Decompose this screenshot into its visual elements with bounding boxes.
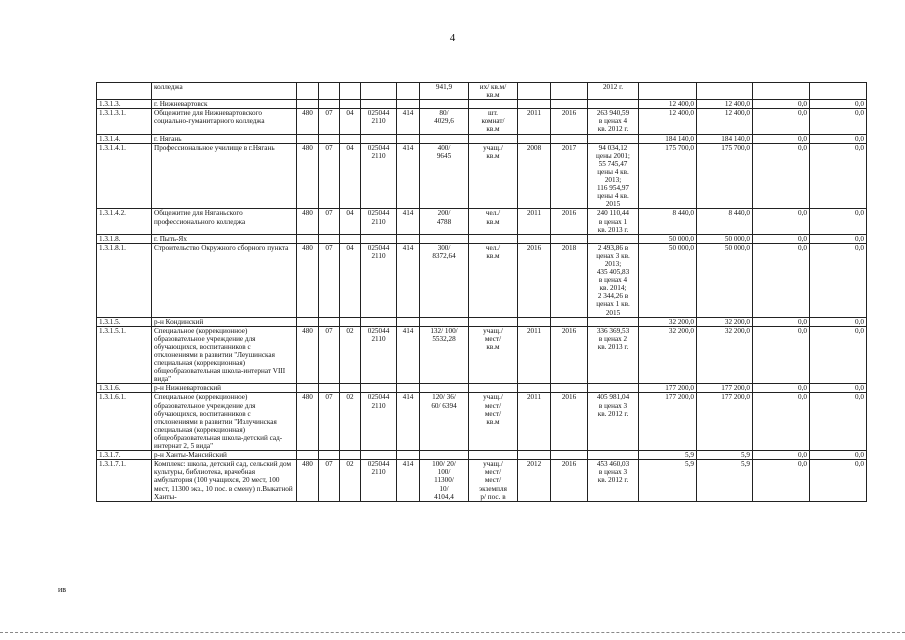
end-year-cell: 2018 [551,243,588,317]
amount-federal-cell [753,83,810,100]
code-ministry-cell [297,234,319,243]
code-target-cell: 025044 2110 [361,143,397,209]
capacity-cell: 200/ 4788 [420,209,469,234]
capacity-unit-cell [469,234,518,243]
object-name-cell: Комплекс: школа, детский сад, сельский дом культуры, библиотека, врачебная амбулатория (100 учащихся, 20 мест, 100 мест, 11300 экз., 10 пос. в смену) п.Выкатной Ханты- [152,460,297,501]
capacity-cell [420,100,469,109]
code-expense-type-cell [397,134,420,143]
object-name-cell: р-н Ханты-Мансийский [152,451,297,460]
object-name-cell: г. Нягань [152,134,297,143]
code-subsection-cell [340,134,361,143]
code-ministry-cell [297,83,319,100]
capacity-cell: 120/ 36/ 60/ 6394 [420,393,469,451]
amount-other-cell: 0,0 [810,243,867,317]
object-name-cell: Общежитие для Нижневартовского социально-гуманитарного колледжа [152,109,297,134]
amount-budget-cell: 50 000,0 [697,234,753,243]
code-ministry-cell: 480 [297,326,319,384]
code-section-cell [319,134,340,143]
amount-other-cell: 0,0 [810,317,867,326]
code-subsection-cell: 04 [340,109,361,134]
capacity-unit-cell: учащ./ мест/ кв.м [469,326,518,384]
amount-total-cell: 12 400,0 [639,109,697,134]
amount-total-cell: 5,9 [639,451,697,460]
code-target-cell: 025044 2110 [361,243,397,317]
row-code-cell: 1.3.1.8.1. [97,243,152,317]
start-year-cell [518,134,551,143]
amount-federal-cell: 0,0 [753,326,810,384]
amount-other-cell [810,83,867,100]
scan-edge-line [0,632,905,633]
end-year-cell: 2016 [551,393,588,451]
estimated-cost-cell [588,317,639,326]
code-subsection-cell: 02 [340,460,361,501]
amount-other-cell: 0,0 [810,384,867,393]
end-year-cell: 2016 [551,460,588,501]
table-row [97,317,867,326]
estimated-cost-cell: 263 940,59 в ценах 4 кв. 2012 г. [588,109,639,134]
capacity-unit-cell: учащ./ мест/ мест/ экземпля р/ пос. в [469,460,518,501]
table-row [97,134,867,143]
code-section-cell [319,317,340,326]
capacity-unit-cell [469,451,518,460]
row-code-cell: 1.3.1.4.2. [97,209,152,234]
code-section-cell: 07 [319,393,340,451]
capacity-cell [420,384,469,393]
amount-budget-cell: 12 400,0 [697,109,753,134]
estimated-cost-cell: 240 110,44 в ценах 1 кв. 2013 г. [588,209,639,234]
estimated-cost-cell [588,100,639,109]
capacity-unit-cell: учащ./ кв.м [469,143,518,209]
table-row [97,243,867,317]
capacity-unit-cell: учащ./ мест/ мест/ кв.м [469,393,518,451]
capacity-unit-cell [469,100,518,109]
end-year-cell [551,234,588,243]
capacity-unit-cell: их/ кв.м/ кв.м [469,83,518,100]
page-number: 4 [449,32,456,44]
amount-federal-cell: 0,0 [753,209,810,234]
code-subsection-cell [340,451,361,460]
end-year-cell: 2016 [551,109,588,134]
capacity-unit-cell: чел./ кв.м [469,243,518,317]
object-name-cell: р-н Кондинский [152,317,297,326]
code-ministry-cell: 480 [297,143,319,209]
amount-budget-cell [697,83,753,100]
code-section-cell [319,100,340,109]
footer-mark: ив [58,585,67,594]
amount-federal-cell: 0,0 [753,460,810,501]
amount-total-cell: 184 140,0 [639,134,697,143]
end-year-cell: 2017 [551,143,588,209]
code-expense-type-cell [397,384,420,393]
code-ministry-cell: 480 [297,209,319,234]
estimated-cost-cell [588,134,639,143]
code-target-cell: 025044 2110 [361,460,397,501]
estimated-cost-cell [588,384,639,393]
end-year-cell [551,384,588,393]
code-expense-type-cell [397,234,420,243]
amount-federal-cell: 0,0 [753,143,810,209]
code-subsection-cell: 04 [340,243,361,317]
amount-other-cell: 0,0 [810,209,867,234]
table-row [97,460,867,501]
object-name-cell: г. Пыть-Ях [152,234,297,243]
start-year-cell: 2011 [518,109,551,134]
capacity-unit-cell [469,384,518,393]
code-expense-type-cell: 414 [397,326,420,384]
amount-other-cell: 0,0 [810,134,867,143]
code-subsection-cell: 02 [340,326,361,384]
start-year-cell [518,451,551,460]
amount-other-cell: 0,0 [810,326,867,384]
amount-federal-cell: 0,0 [753,100,810,109]
amount-total-cell: 32 200,0 [639,326,697,384]
row-code-cell: 1.3.1.7. [97,451,152,460]
capacity-cell [420,451,469,460]
code-subsection-cell [340,384,361,393]
code-expense-type-cell [397,100,420,109]
capacity-cell [420,317,469,326]
table-row [97,451,867,460]
end-year-cell [551,134,588,143]
code-ministry-cell: 480 [297,109,319,134]
code-ministry-cell: 480 [297,243,319,317]
code-target-cell [361,100,397,109]
code-section-cell: 07 [319,209,340,234]
code-expense-type-cell: 414 [397,109,420,134]
capacity-cell: 400/ 9645 [420,143,469,209]
object-name-cell: г. Нижневартовск [152,100,297,109]
capacity-unit-cell: шт. комнат/ кв.м [469,109,518,134]
row-code-cell: 1.3.1.5.1. [97,326,152,384]
amount-total-cell: 12 400,0 [639,100,697,109]
capacity-unit-cell [469,317,518,326]
row-code-cell: 1.3.1.5. [97,317,152,326]
code-target-cell [361,317,397,326]
code-section-cell: 07 [319,460,340,501]
code-section-cell: 07 [319,326,340,384]
capacity-cell: 100/ 20/ 100/ 11300/ 10/ 4104,4 [420,460,469,501]
start-year-cell: 2011 [518,393,551,451]
code-expense-type-cell: 414 [397,243,420,317]
row-code-cell [97,83,152,100]
estimated-cost-cell: 2012 г. [588,83,639,100]
code-section-cell: 07 [319,109,340,134]
code-expense-type-cell: 414 [397,209,420,234]
code-target-cell [361,234,397,243]
object-name-cell: колледжа [152,83,297,100]
amount-total-cell: 177 200,0 [639,384,697,393]
budget-table [96,82,867,502]
row-code-cell: 1.3.1.3. [97,100,152,109]
estimated-cost-cell: 2 493,86 в ценах 3 кв. 2013; 435 405,83 в ценах 4 кв. 2014; 2 344,26 в ценах 1 кв. 2015 [588,243,639,317]
code-target-cell: 025044 2110 [361,326,397,384]
amount-federal-cell: 0,0 [753,384,810,393]
amount-total-cell: 5,9 [639,460,697,501]
start-year-cell: 2011 [518,209,551,234]
code-ministry-cell [297,384,319,393]
code-ministry-cell [297,100,319,109]
code-expense-type-cell [397,317,420,326]
amount-other-cell: 0,0 [810,393,867,451]
amount-budget-cell: 8 440,0 [697,209,753,234]
code-expense-type-cell: 414 [397,460,420,501]
capacity-unit-cell: чел./ кв.м [469,209,518,234]
end-year-cell [551,100,588,109]
code-expense-type-cell: 414 [397,393,420,451]
start-year-cell: 2012 [518,460,551,501]
table-row [97,209,867,234]
amount-federal-cell: 0,0 [753,317,810,326]
amount-total-cell: 177 200,0 [639,393,697,451]
object-name-cell: Специальное (коррекционное) образовательное учреждение для обучающихся, воспитанников с отклонениями в развитии "Леушинская специальная (коррекционная) общеобразовательная школа-интернат VIII вида" [152,326,297,384]
amount-other-cell: 0,0 [810,143,867,209]
code-section-cell: 07 [319,143,340,209]
end-year-cell: 2016 [551,209,588,234]
start-year-cell [518,100,551,109]
amount-other-cell: 0,0 [810,109,867,134]
code-subsection-cell: 02 [340,393,361,451]
capacity-cell [420,234,469,243]
code-target-cell [361,384,397,393]
capacity-cell: 80/ 4029,6 [420,109,469,134]
table-row [97,143,867,209]
code-subsection-cell: 04 [340,143,361,209]
amount-other-cell: 0,0 [810,234,867,243]
amount-total-cell: 175 700,0 [639,143,697,209]
amount-budget-cell: 12 400,0 [697,100,753,109]
amount-federal-cell: 0,0 [753,243,810,317]
code-ministry-cell [297,134,319,143]
capacity-cell: 132/ 100/ 5532,28 [420,326,469,384]
row-code-cell: 1.3.1.8. [97,234,152,243]
code-subsection-cell [340,317,361,326]
amount-total-cell [639,83,697,100]
object-name-cell: Профессиональное училище в г.Нягань [152,143,297,209]
object-name-cell: Специальное (коррекционное) образовательное учреждение для обучающихся, воспитанников с отклонениями в развитии "Излучинская специальная (коррекционная) общеобразовательная школа-детский сад-интернат 2, 5 вида" [152,393,297,451]
object-name-cell: Общежитие для Няганьского профессионального колледжа [152,209,297,234]
code-target-cell [361,451,397,460]
row-code-cell: 1.3.1.6.1. [97,393,152,451]
code-section-cell [319,83,340,100]
code-subsection-cell [340,100,361,109]
table-row [97,234,867,243]
amount-federal-cell: 0,0 [753,109,810,134]
code-subsection-cell [340,83,361,100]
start-year-cell: 2008 [518,143,551,209]
amount-budget-cell: 177 200,0 [697,393,753,451]
end-year-cell [551,83,588,100]
start-year-cell [518,234,551,243]
amount-total-cell: 50 000,0 [639,243,697,317]
code-section-cell [319,451,340,460]
estimated-cost-cell [588,451,639,460]
code-target-cell: 025044 2110 [361,393,397,451]
code-target-cell [361,83,397,100]
capacity-cell: 300/ 8372,64 [420,243,469,317]
amount-budget-cell: 32 200,0 [697,317,753,326]
table-row [97,100,867,109]
capacity-cell: 941,9 [420,83,469,100]
amount-budget-cell: 175 700,0 [697,143,753,209]
estimated-cost-cell: 336 369,53 в ценах 2 кв. 2013 г. [588,326,639,384]
row-code-cell: 1.3.1.6. [97,384,152,393]
amount-total-cell: 32 200,0 [639,317,697,326]
estimated-cost-cell: 405 981,04 в ценах 3 кв. 2012 г. [588,393,639,451]
amount-budget-cell: 32 200,0 [697,326,753,384]
row-code-cell: 1.3.1.4.1. [97,143,152,209]
start-year-cell [518,384,551,393]
estimated-cost-cell: 94 034,12 цены 2001; 55 745,47 цены 4 кв. 2013; 116 954,97 цены 4 кв. 2015 [588,143,639,209]
end-year-cell [551,317,588,326]
code-ministry-cell: 480 [297,460,319,501]
table-row [97,393,867,451]
table-row [97,326,867,384]
table-row [97,83,867,100]
estimated-cost-cell: 453 460,03 в ценах 3 кв. 2012 г. [588,460,639,501]
end-year-cell: 2016 [551,326,588,384]
amount-other-cell: 0,0 [810,451,867,460]
start-year-cell [518,83,551,100]
code-expense-type-cell [397,451,420,460]
amount-budget-cell: 5,9 [697,451,753,460]
end-year-cell [551,451,588,460]
code-target-cell [361,134,397,143]
code-ministry-cell: 480 [297,393,319,451]
row-code-cell: 1.3.1.4. [97,134,152,143]
table-row [97,384,867,393]
code-target-cell: 025044 2110 [361,209,397,234]
code-ministry-cell [297,451,319,460]
row-code-cell: 1.3.1.7.1. [97,460,152,501]
start-year-cell: 2016 [518,243,551,317]
amount-federal-cell: 0,0 [753,451,810,460]
code-target-cell: 025044 2110 [361,109,397,134]
code-section-cell [319,384,340,393]
capacity-cell [420,134,469,143]
amount-budget-cell: 184 140,0 [697,134,753,143]
code-section-cell [319,234,340,243]
amount-total-cell: 50 000,0 [639,234,697,243]
object-name-cell: Строительство Окружного сборного пункта [152,243,297,317]
code-expense-type-cell: 414 [397,143,420,209]
code-ministry-cell [297,317,319,326]
table-row [97,109,867,134]
amount-budget-cell: 50 000,0 [697,243,753,317]
object-name-cell: р-н Нижневартовский [152,384,297,393]
amount-federal-cell: 0,0 [753,134,810,143]
amount-budget-cell: 177 200,0 [697,384,753,393]
amount-other-cell: 0,0 [810,460,867,501]
row-code-cell: 1.3.1.3.1. [97,109,152,134]
estimated-cost-cell [588,234,639,243]
amount-federal-cell: 0,0 [753,234,810,243]
capacity-unit-cell [469,134,518,143]
start-year-cell: 2011 [518,326,551,384]
amount-total-cell: 8 440,0 [639,209,697,234]
amount-budget-cell: 5,9 [697,460,753,501]
code-section-cell: 07 [319,243,340,317]
code-subsection-cell: 04 [340,209,361,234]
amount-other-cell: 0,0 [810,100,867,109]
code-expense-type-cell [397,83,420,100]
amount-federal-cell: 0,0 [753,393,810,451]
code-subsection-cell [340,234,361,243]
start-year-cell [518,317,551,326]
